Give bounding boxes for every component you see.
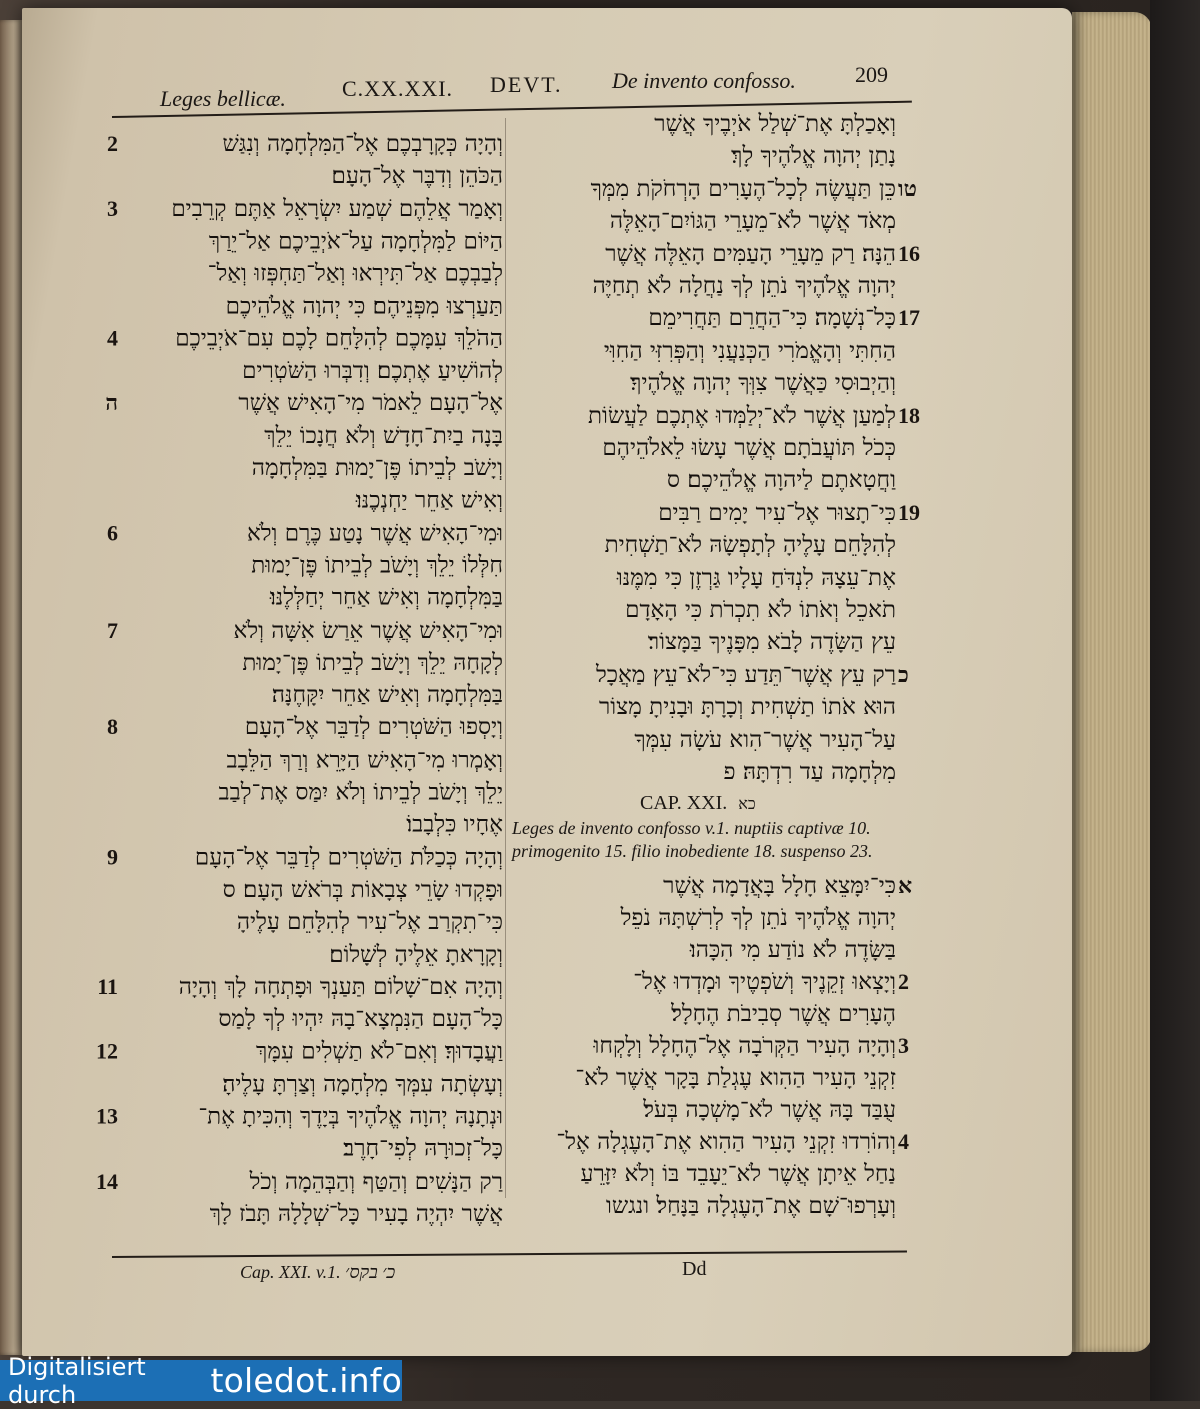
text-line xyxy=(505,432,930,464)
catchword-note: Cap. XXI. v.1. כ׳ בקס׳ xyxy=(240,1262,396,1282)
running-head-right: De invento confosso. xyxy=(612,68,796,93)
hebrew-verse-text: כֵּן תַּעֲשֶׂה לְכָל־הֶעָרִים הָרְחֹקֹת מִמְּךָ xyxy=(590,175,896,202)
hebrew-verse-text: וְאָמַר אֲלֵהֶם שְׁמַע יִשְׂרָאֵל אַתֶּם קְרֵבִים xyxy=(171,195,503,222)
text-line xyxy=(505,1094,930,1126)
text-line xyxy=(505,302,930,334)
hebrew-verse-text: כְּכֹל תּוֹעֲבֹתָם אֲשֶׁר עָשׂוּ לֵאלֹהֵיהֶם xyxy=(602,435,896,461)
text-line xyxy=(505,1158,930,1190)
hebrew-verse-text: הוּא אֹתוֹ תַשְׁחִית וְכָרָתָּ וּבָנִיתָ מָצוֹר xyxy=(599,694,896,721)
chapter-summary-line-2: primogenito 15. filio inobediente 18. suspenso 23. xyxy=(512,841,873,861)
hebrew-verse-text: אֶל־הָעָם לֵאמֹר מִי־הָאִישׁ אֲשֶׁר xyxy=(238,390,503,417)
hebrew-verse-text: עֻבַּד בָּהּ אֲשֶׁר לֹא־מָשְׁכָה בְּעֹל׃ xyxy=(643,1097,896,1123)
hebrew-verse-text: וְקָרָאתָ אֵלֶיהָ לְשָׁלוֹם׃ xyxy=(329,941,503,968)
text-line xyxy=(78,1003,503,1035)
hebrew-verse-text: כִּי־תָצוּר אֶל־עִיר יָמִים רַבִּים xyxy=(658,499,896,526)
hebrew-verse-text: כִּי־תִקְרַב אֶל־עִיר לְהִלָּחֵם עָלֶיהָ xyxy=(236,909,503,936)
banner-prefix: Digitalisiert durch xyxy=(8,1352,146,1409)
verse-number: 11 xyxy=(97,973,118,999)
hebrew-verse-text: וַעֲבָדוּךָ׃ וְאִם־לֹא תַשְׁלִים עִמָּךְ xyxy=(256,1038,503,1065)
text-line xyxy=(505,998,930,1030)
text-line xyxy=(505,238,930,270)
hebrew-verse-text: הַיּוֹם לַמִּלְחָמָה עַל־אֹיְבֵיכֶם אַל־יֵרַךְ xyxy=(208,228,503,255)
text-line xyxy=(505,173,930,205)
text-line xyxy=(78,225,503,257)
text-line xyxy=(505,626,930,658)
hebrew-verse-text: עַל־הָעִיר אֲשֶׁר־הִוא עֹשָׂה עִמְּךָ xyxy=(634,726,896,753)
hebrew-verse-text: וְהָיָה הָעִיר הַקְּרֹבָה אֶל־הֶחָלָל וְלָקְחוּ xyxy=(593,1033,896,1059)
text-line xyxy=(505,270,930,302)
hebrew-verse-text: הַכֹּהֵן וְדִבֶּר אֶל־הָעָם׃ xyxy=(331,163,503,190)
hebrew-verse-text: וּמִי־הָאִישׁ אֲשֶׁר אֵרַשׂ אִשָּׁה וְלֹא xyxy=(233,617,503,644)
page-number: 209 xyxy=(855,62,888,87)
text-line xyxy=(505,691,930,723)
text-line xyxy=(505,966,930,998)
banner-site-link[interactable]: toledot.info xyxy=(210,1361,402,1400)
text-line xyxy=(505,1190,930,1222)
text-line xyxy=(505,1030,930,1062)
text-line xyxy=(78,452,503,484)
text-line xyxy=(78,614,503,646)
digitization-banner[interactable] xyxy=(0,1352,402,1409)
chapter-hebrew-number: כא xyxy=(738,796,756,813)
text-line xyxy=(505,335,930,367)
text-line xyxy=(78,323,503,355)
verse-number: 18 xyxy=(898,402,920,428)
hebrew-verse-text: בָּנָה בַיִת־חָדָשׁ וְלֹא חֲנָכוֹ יֵלֵךְ xyxy=(264,422,503,449)
hebrew-verse-text: וּפָקְדוּ שָׂרֵי צְבָאוֹת בְּרֹאשׁ הָעָם׃ ס xyxy=(222,876,503,903)
binding-edge xyxy=(1150,0,1200,1401)
verse-number: 12 xyxy=(96,1038,118,1064)
text-line xyxy=(505,594,930,626)
text-line xyxy=(78,355,503,387)
verse-number: 13 xyxy=(96,1103,118,1129)
text-line xyxy=(505,529,930,561)
text-line xyxy=(505,140,930,172)
text-line xyxy=(78,906,503,938)
hebrew-verse-text: בַּמִּלְחָמָה וְאִישׁ אַחֵר יְחַלְּלֶנּוּ׃ xyxy=(269,584,503,611)
verse-number: 6 xyxy=(107,520,118,546)
chapter-heading xyxy=(640,792,756,815)
hebrew-verse-text: בַּמִּלְחָמָה וְאִישׁ אַחֵר יִקָּחֶנָּה׃ xyxy=(271,682,503,709)
text-line xyxy=(78,712,503,744)
verse-number: 3 xyxy=(107,195,118,221)
hebrew-verse-text: וְיָשֹׁב לְבֵיתוֹ פֶּן־יָמוּת בַּמִּלְחָמָה xyxy=(251,455,503,482)
hebrew-verse-text: זִקְנֵי הָעִיר הַהִוא עֶגְלַת בָּקָר אֲשֶׁר לֹא־ xyxy=(575,1065,896,1091)
hebrew-verse-text: מְאֹד אֲשֶׁר לֹא־מֵעָרֵי הַגּוֹיִם־הָאֵלֶּה xyxy=(609,208,896,235)
hebrew-verse-text: לְבַבְכֶם אַל־תִּירְאוּ וְאַל־תַּחְפְּזוּ וְאַל־ xyxy=(207,260,503,287)
hebrew-verse-text: כִּי־יִמָּצֵא חָלָל בָּאֲדָמָה אֲשֶׁר xyxy=(663,873,896,899)
verse-number: 2 xyxy=(107,131,118,156)
text-line xyxy=(505,1062,930,1094)
text-line xyxy=(78,160,503,192)
verse-number: 3 xyxy=(898,1033,909,1058)
text-line xyxy=(78,517,503,549)
verse-number: 14 xyxy=(96,1168,118,1194)
page-fore-edge xyxy=(1072,12,1152,1352)
hebrew-verse-text: לְהוֹשִׁיעַ אֶתְכֶם׃ וְדִבְּרוּ הַשֹּׁטְרִים xyxy=(242,357,503,384)
hebrew-verse-text: נַחַל אֵיתָן אֲשֶׁר לֹא־יֵעָבֵד בּוֹ וְלֹא יִזָּרֵעַ xyxy=(580,1161,896,1187)
hebrew-verse-text: הַחִתִּי וְהָאֱמֹרִי הַכְּנַעֲנִי וְהַפְּרִזִּי הַחִוִּי xyxy=(603,337,896,364)
chapter-title: CAP. XXI. xyxy=(640,792,728,814)
hebrew-verse-text: תַּעַרְצוּ מִפְּנֵיהֶם׃ כִּי יְהוָה אֱלֹהֵיכֶם xyxy=(225,293,503,320)
text-line xyxy=(505,562,930,594)
hebrew-verse-text: כָּל־זְכוּרָהּ לְפִי־חָרֶב׃ xyxy=(343,1136,503,1163)
hebrew-verse-text: וְאָכַלְתָּ אֶת־שְׁלַל אֹיְבֶיךָ אֲשֶׁר xyxy=(654,111,896,137)
text-line xyxy=(78,387,503,419)
hebrew-verse-text: יֵלֵךְ וְיָשֹׁב לְבֵיתוֹ וְלֹא יִמַּס אֶת־לְבַב xyxy=(218,779,503,806)
text-line xyxy=(78,1165,503,1197)
verse-number: 7 xyxy=(107,617,118,643)
hebrew-verse-text: חִלְּלוֹ יֵלֵךְ וְיָשֹׁב לְבֵיתוֹ פֶּן־יָמוּת xyxy=(251,552,503,579)
text-line xyxy=(78,1036,503,1068)
text-line xyxy=(505,659,930,691)
text-line xyxy=(78,841,503,873)
verse-number: 16 xyxy=(898,240,920,266)
text-line xyxy=(78,776,503,808)
hebrew-verse-text: כָּל־נְשָׁמָה׃ כִּי־הַחֲרֵם תַּחֲרִימֵם xyxy=(648,305,896,332)
hebrew-verse-text: נָתַן יְהוָה אֱלֹהֶיךָ לָךְ׃ xyxy=(731,143,896,170)
text-line xyxy=(505,934,930,966)
hebrew-verse-text: הֵנָּה׃ רַק מֵעָרֵי הָעַמִּים הָאֵלֶּה אֲשֶׁר xyxy=(605,240,896,267)
verse-number: טו xyxy=(898,175,917,201)
hebrew-verse-text: וּנְתָנָהּ יְהוָה אֱלֹהֶיךָ בְּיָדֶךָ וְהִכִּיתָ אֶת־ xyxy=(198,1103,503,1130)
running-head-chapters: C.XX.XXI. xyxy=(342,76,454,101)
text-line xyxy=(78,128,503,160)
text-line xyxy=(505,108,930,140)
hebrew-verse-text: בַּשָּׂדֶה לֹא נוֹדַע מִי הִכָּהוּ׃ xyxy=(689,937,896,963)
text-line xyxy=(78,549,503,581)
text-line xyxy=(505,756,930,788)
hebrew-verse-text: אֶת־עֵצָהּ לִנְדֹּחַ עָלָיו גַּרְזֶן כִּי מִמֶּנּוּ xyxy=(616,564,896,591)
hebrew-verse-text: רַק עֵץ אֲשֶׁר־תֵּדַע כִּי־לֹא־עֵץ מַאֲכָל xyxy=(595,661,896,688)
hebrew-verse-text: מִלְחָמָה עַד רִדְתָּהּ׃ פ xyxy=(723,759,896,785)
hebrew-verse-text: וְאָמְרוּ מִי־הָאִישׁ הַיָּרֵא וְרַךְ הַלֵּבָב xyxy=(226,746,503,773)
verse-number: 9 xyxy=(107,844,118,870)
hebrew-verse-text: וַחֲטָאתֶם לַיהוָה אֱלֹהֵיכֶם׃ ס xyxy=(666,467,896,494)
hebrew-verse-text: וְהַיְבוּסִי כַּאֲשֶׁר צִוְּךָ יְהוָה אֱלֹהֶיךָ׃ xyxy=(630,370,896,397)
text-line xyxy=(78,582,503,614)
hebrew-verse-text: יְהוָה אֱלֹהֶיךָ נֹתֵן לְךָ לְרִשְׁתָּהּ נֹפֵל xyxy=(620,905,896,931)
text-line xyxy=(78,1133,503,1165)
verse-number: 4 xyxy=(107,325,118,351)
text-line xyxy=(78,420,503,452)
hebrew-verse-text: רַק הַנָּשִׁים וְהַטַּף וְהַבְּהֵמָה וְכֹל xyxy=(249,1168,503,1195)
running-head-book: DEVT. xyxy=(490,72,563,97)
text-line xyxy=(505,400,930,432)
verse-number: 4 xyxy=(898,1129,909,1154)
hebrew-verse-text: אֲשֶׁר יִהְיֶה בָעִיר כָּל־שְׁלָלָהּ תָּבֹז לָךְ xyxy=(209,1200,503,1227)
text-line xyxy=(505,205,930,237)
text-line xyxy=(505,367,930,399)
hebrew-verse-text: וּמִי־הָאִישׁ אֲשֶׁר נָטַע כֶּרֶם וְלֹא xyxy=(246,520,503,547)
verse-number: 19 xyxy=(898,499,920,525)
hebrew-verse-text: וְעָרְפוּ־שָׁם אֶת־הָעֶגְלָה בַּנָּחַל׃ ונגשו xyxy=(605,1193,896,1219)
chapter-summary-line-1: Leges de invento confosso v.1. nuptiis captivæ 10. xyxy=(512,818,871,838)
hebrew-verse-text: הַהֹלֵךְ עִמָּכֶם לְהִלָּחֵם לָכֶם עִם־אֹיְבֵיכֶם xyxy=(175,325,503,352)
hebrew-verse-text: יְהוָה אֱלֹהֶיךָ נֹתֵן לְךָ נַחֲלָה לֹא תְחַיֶּה xyxy=(592,273,896,299)
text-line xyxy=(78,744,503,776)
text-line xyxy=(505,870,930,902)
hebrew-verse-text: וְהָיָה כְּכַלֹּת הַשֹּׁטְרִים לְדַבֵּר אֶל־הָעָם xyxy=(194,844,503,871)
hebrew-verse-text: לְקָחָהּ יֵלֵךְ וְיָשֹׁב לְבֵיתוֹ פֶּן־יָמוּת xyxy=(242,649,503,676)
hebrew-verse-text: אֶחָיו כִּלְבָבוֹ׃ xyxy=(406,811,503,838)
verse-number: 17 xyxy=(898,305,920,331)
running-head-left: Leges bellicæ. xyxy=(160,86,286,111)
text-line xyxy=(78,971,503,1003)
text-line xyxy=(505,724,930,756)
hebrew-verse-text: לְהִלָּחֵם עָלֶיהָ לְתָפְשָׂהּ לֹא־תַשְׁחִית xyxy=(604,532,896,559)
verse-number: כ xyxy=(898,661,909,687)
text-line xyxy=(78,290,503,322)
verse-number: א xyxy=(898,873,913,898)
text-line xyxy=(78,679,503,711)
text-line xyxy=(78,1101,503,1133)
verse-number: ה xyxy=(105,390,118,416)
text-line xyxy=(78,485,503,517)
text-line xyxy=(78,1068,503,1100)
text-line xyxy=(78,647,503,679)
hebrew-verse-text: וְיָצְאוּ זְקֵנֶיךָ וְשֹׁפְטֶיךָ וּמָדְדוּ אֶל־ xyxy=(633,969,896,995)
hebrew-verse-text: וְיָסְפוּ הַשֹּׁטְרִים לְדַבֵּר אֶל־הָעָם xyxy=(244,714,503,741)
hebrew-verse-text: וְהָיָה אִם־שָׁלוֹם תַּעַנְךָ וּפָתְחָה לָךְ וְהָיָה xyxy=(178,973,503,1000)
hebrew-verse-text: וְעָשְׂתָה עִמְּךָ מִלְחָמָה וְצַרְתָּ עָלֶיהָ׃ xyxy=(222,1071,503,1098)
hebrew-verse-text: עֵץ הַשָּׂדֶה לָבֹא מִפָּנֶיךָ בַּמָּצוֹר׃ xyxy=(647,629,896,656)
text-line xyxy=(78,809,503,841)
left-page-edge xyxy=(0,20,22,1355)
hebrew-verse-text: לְמַעַן אֲשֶׁר לֹא־יְלַמְּדוּ אֶתְכֶם לַעֲשׂוֹת xyxy=(587,402,896,429)
text-line xyxy=(505,497,930,529)
text-line xyxy=(505,902,930,934)
text-line xyxy=(78,1198,503,1230)
hebrew-verse-text: תֹאכֵל וְאֹתוֹ לֹא תִכְרֹת כִּי הָאָדָם xyxy=(625,597,896,623)
hebrew-verse-text: כָּל־הָעָם הַנִּמְצָא־בָהּ יִהְיוּ לְךָ לָמַס xyxy=(218,1006,503,1033)
hebrew-verse-text: וְהוֹרִדוּ זִקְנֵי הָעִיר הַהִוא אֶת־הָעֶגְלָה אֶל־ xyxy=(556,1129,896,1155)
running-head xyxy=(150,58,910,111)
text-line xyxy=(78,874,503,906)
hebrew-verse-text: וְהָיָה כְּקָרָבְכֶם אֶל־הַמִּלְחָמָה וְנִגַּשׁ xyxy=(222,131,503,157)
text-line xyxy=(505,464,930,496)
text-line xyxy=(78,258,503,290)
text-line xyxy=(78,193,503,225)
gathering-signature: Dd xyxy=(682,1258,707,1280)
hebrew-verse-text: וְאִישׁ אַחֵר יַחְנְכֶנּוּ׃ xyxy=(355,487,503,514)
hebrew-verse-text: הֶעָרִים אֲשֶׁר סְבִיבֹת הֶחָלָל׃ xyxy=(671,1001,896,1027)
verse-number: 8 xyxy=(107,714,118,740)
verse-number: 2 xyxy=(898,969,909,994)
text-line xyxy=(505,1126,930,1158)
text-line xyxy=(78,939,503,971)
